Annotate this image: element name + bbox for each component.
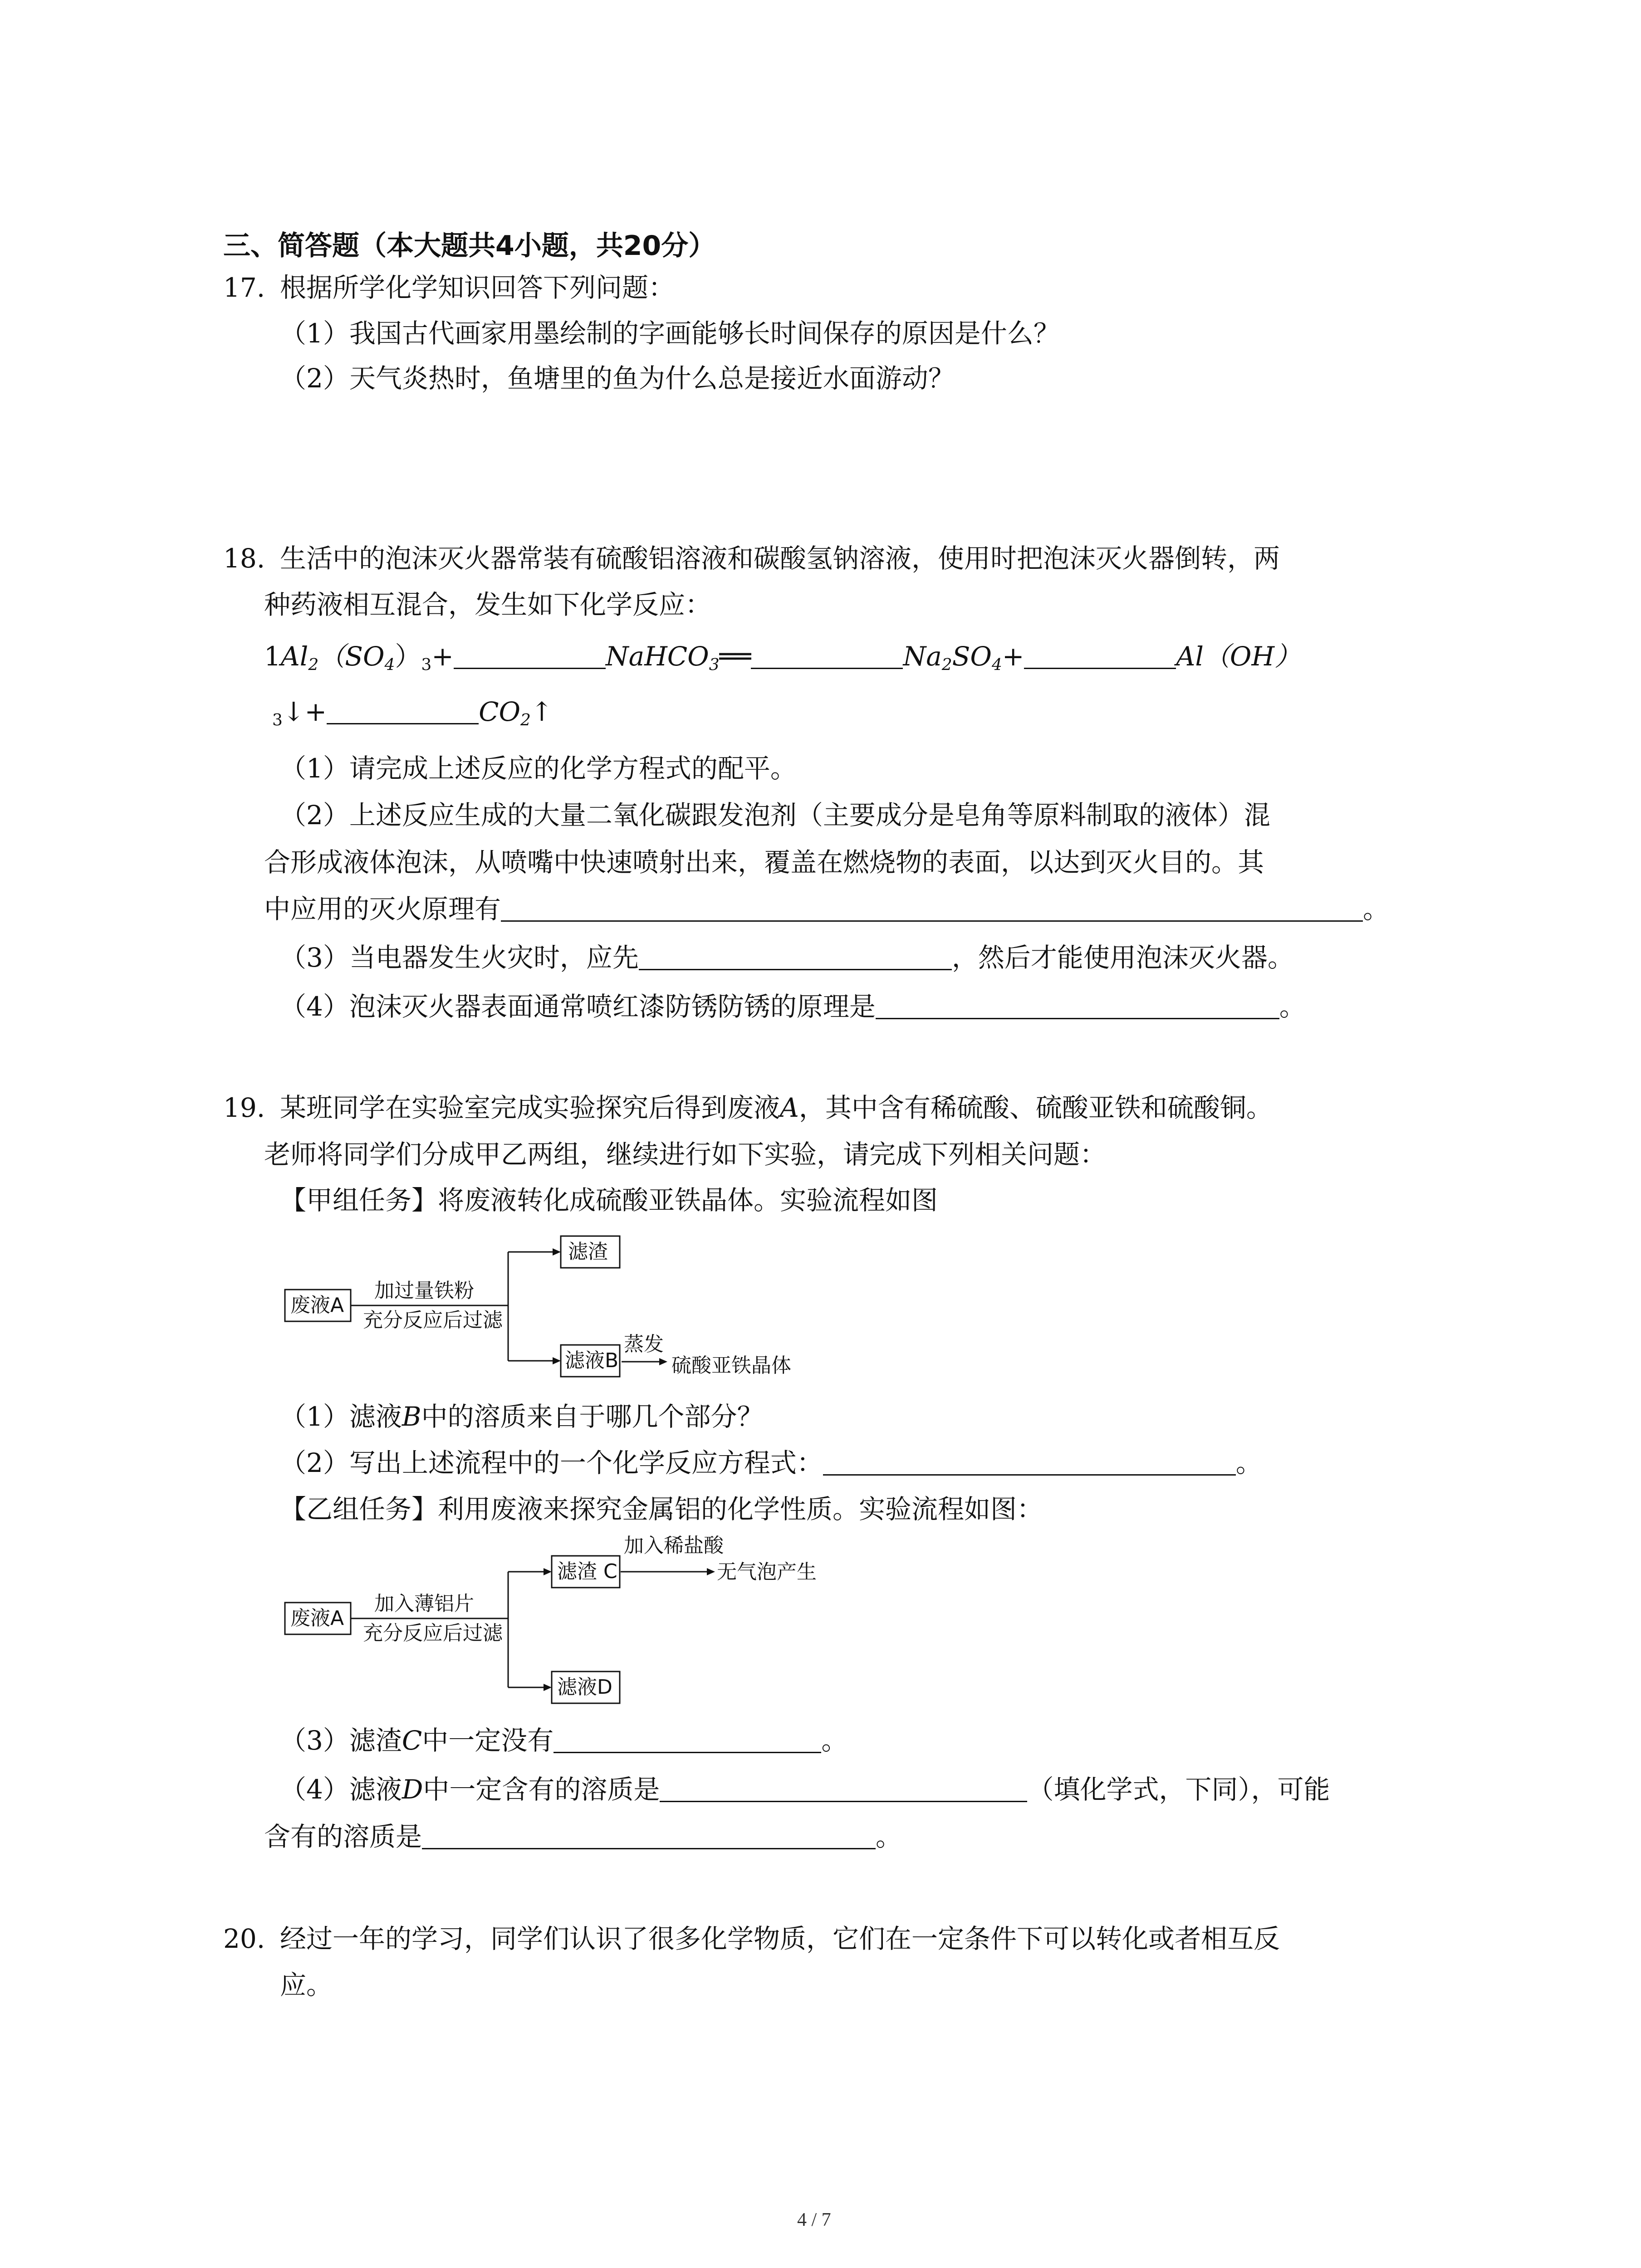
q19-number: 19.: [223, 1092, 265, 1123]
var-d: D: [402, 1774, 423, 1805]
q19-task-a: 【甲组任务】将废液转化成硫酸亚铁晶体。实验流程如图: [280, 1185, 938, 1216]
q19-part3: [280, 1727, 847, 1754]
q19-part4-line1: [280, 1776, 1330, 1803]
q18-number: 18.: [223, 543, 265, 574]
q17-part2: （2）天气炎热时，鱼塘里的鱼为什么总是接近水面游动？: [280, 363, 955, 394]
q18-part2-line3: [264, 896, 1389, 922]
period: 。: [821, 1725, 848, 1756]
q18-equation-line1: [264, 641, 1301, 675]
eq-al-sub: 2: [308, 655, 319, 675]
q18-part4: [280, 993, 1306, 1020]
q20-line2: 应。: [280, 1970, 333, 2000]
q19-part2-text: （2）写出上述流程中的一个化学反应方程式：: [280, 1447, 823, 1478]
blank-rust-prevention[interactable]: [876, 995, 1279, 1019]
blank-co2-coef[interactable]: [327, 700, 479, 724]
page-number: 4 / 7: [797, 2209, 831, 2230]
arrowhead-residue: [553, 1248, 561, 1256]
label-add-aluminum: 加入薄铝片: [374, 1592, 474, 1615]
eq-down-plus: ↓+: [282, 696, 327, 727]
period: 。: [1279, 991, 1306, 1022]
blank-solute-possible[interactable]: [422, 1825, 876, 1849]
q18-stem-line1: 生活中的泡沫灭火器常装有硫酸铝溶液和碳酸氢钠溶液，使用时把泡沫灭火器倒转，两: [280, 543, 1280, 574]
q19-part4-text: （4）滤液: [280, 1774, 402, 1805]
eq-coefficient: 1: [264, 641, 281, 672]
blank-equation[interactable]: [823, 1452, 1236, 1476]
eq-na: Na: [903, 641, 942, 672]
q18-part4-text: （4）泡沫灭火器表面通常喷红漆防锈防锈的原理是: [280, 991, 876, 1022]
q19-stem-line1: [280, 1092, 1273, 1123]
label-add-iron: 加过量铁粉: [374, 1279, 474, 1302]
var-b: B: [402, 1401, 421, 1432]
eq-so4-sub2: 4: [991, 655, 1002, 675]
flow-diagram-a: [272, 1229, 817, 1397]
eq-co2-sub: 2: [520, 711, 531, 730]
eq-so4-close: ）: [395, 641, 421, 672]
eq-so4-open: （SO: [318, 641, 385, 672]
var-a: A: [780, 1092, 799, 1123]
blank-solute-certain[interactable]: [660, 1778, 1027, 1802]
arrowhead-residue-c: [544, 1568, 552, 1575]
eq-al: Al: [280, 641, 309, 672]
label-filter: 充分反应后过滤: [363, 1309, 503, 1332]
eq-so4-sub: 4: [384, 655, 395, 675]
q17-part1: （1）我国古代画家用墨绘制的字画能够长时间保存的原因是什么？: [280, 318, 1060, 349]
q18-part3: [280, 944, 1294, 971]
q19-part4-line2: [264, 1823, 902, 1850]
section-title: 三、简答题（本大题共4小题，共20分）: [223, 230, 716, 262]
q18-equation-line2: [272, 696, 553, 730]
var-c: C: [402, 1725, 422, 1756]
label-product: 硫酸亚铁晶体: [671, 1354, 791, 1377]
arrowhead-add-hcl: [707, 1568, 715, 1575]
blank-extinguish-principle[interactable]: [501, 898, 1363, 922]
blank-nahco3-coef[interactable]: [454, 645, 606, 669]
q19-part3-mid: 中一定没有: [422, 1725, 554, 1756]
eq-up-arrow: ↑: [530, 696, 553, 727]
flow-diagram-b: [272, 1533, 817, 1710]
q19-part2: [280, 1447, 1262, 1478]
q19-part1-tail: 中的溶质来自于哪几个部分？: [421, 1401, 764, 1432]
q19-part4-tail: （填化学式，下同），可能: [1027, 1774, 1330, 1805]
eq-so4-outer-sub: 3: [421, 655, 432, 675]
period: 。: [1363, 894, 1390, 924]
q17-stem: 根据所学化学知识回答下列问题：: [280, 272, 675, 303]
q18-part3-tail: ，然后才能使用泡沫灭火器。: [951, 942, 1294, 973]
label-add-hcl: 加入稀盐酸: [624, 1534, 724, 1557]
label-filtrate-d: 滤液D: [557, 1676, 612, 1699]
q18-part2-line1: （2）上述反应生成的大量二氧化碳跟发泡剂（主要成分是皂角等原料制取的液体）混: [280, 800, 1270, 831]
arrowhead-filtrate-d: [544, 1684, 552, 1691]
period: 。: [1235, 1447, 1262, 1478]
q18-stem-line2: 种药液相互混合，发生如下化学反应：: [264, 589, 712, 620]
arrowhead-filtrate: [553, 1357, 561, 1364]
q18-part2-line2: 合形成液体泡沫，从喷嘴中快速喷射出来，覆盖在燃烧物的表面，以达到灭火目的。其: [264, 847, 1264, 878]
eq-aloh-sub: 3: [272, 711, 283, 730]
label-waste-a: 废液A: [290, 1294, 344, 1317]
arrowhead-evaporate: [659, 1358, 667, 1365]
q19-stem-line2: 老师将同学们分成甲乙两组，继续进行如下实验，请完成下列相关问题：: [264, 1139, 1107, 1170]
label-evaporate: 蒸发: [624, 1333, 664, 1356]
label-no-bubbles: 无气泡产生: [717, 1560, 817, 1584]
label-filter-b: 充分反应后过滤: [363, 1622, 503, 1645]
eq-nahco3: NaHCO: [605, 641, 709, 672]
eq-plus: +: [431, 641, 454, 672]
blank-na2so4-coef[interactable]: [751, 645, 903, 669]
q19-part1: [280, 1403, 764, 1430]
q19-part1-text: （1）滤液: [280, 1401, 402, 1432]
eq-plus2: +: [1002, 641, 1024, 672]
q17-number: 17.: [223, 272, 265, 303]
q18-part1: （1）请完成上述反应的化学方程式的配平。: [280, 753, 797, 784]
blank-electrical-fire[interactable]: [639, 946, 952, 970]
label-residue: 滤渣: [568, 1240, 608, 1263]
q18-part3-text: （3）当电器发生火灾时，应先: [280, 942, 639, 973]
eq-co2: CO: [479, 696, 521, 727]
eq-na-sub: 2: [941, 655, 952, 675]
q20-number: 20.: [223, 1923, 265, 1954]
q19-part4-mid: 中一定含有的溶质是: [423, 1774, 660, 1805]
period: 。: [876, 1821, 902, 1852]
eq-so4: SO: [952, 641, 992, 672]
label-waste-a-b: 废液A: [290, 1607, 344, 1630]
q20-line1: 经过一年的学习，同学们认识了很多化学物质，它们在一定条件下可以转化或者相互反: [280, 1923, 1280, 1954]
q19-stem-text: 某班同学在实验室完成实验探究后得到废液: [280, 1092, 780, 1123]
q18-part2-line3-text: 中应用的灭火原理有: [264, 894, 501, 924]
label-filtrate-b: 滤液B: [565, 1349, 619, 1372]
eq-equals: ══: [719, 641, 751, 672]
q19-task-b: 【乙组任务】利用废液来探究金属铝的化学性质。实验流程如图：: [280, 1494, 1043, 1525]
q19-stem-tail: ，其中含有稀硫酸、硫酸亚铁和硫酸铜。: [798, 1092, 1273, 1123]
eq-aloh: Al（OH）: [1176, 641, 1301, 672]
q19-part3-text: （3）滤渣: [280, 1725, 402, 1756]
label-residue-c: 滤渣 C: [557, 1560, 617, 1583]
eq-nahco3-sub: 3: [709, 655, 720, 675]
blank-residue-c[interactable]: [554, 1729, 821, 1753]
blank-aloh3-coef[interactable]: [1024, 645, 1176, 669]
q19-part4-line2-text: 含有的溶质是: [264, 1821, 422, 1852]
